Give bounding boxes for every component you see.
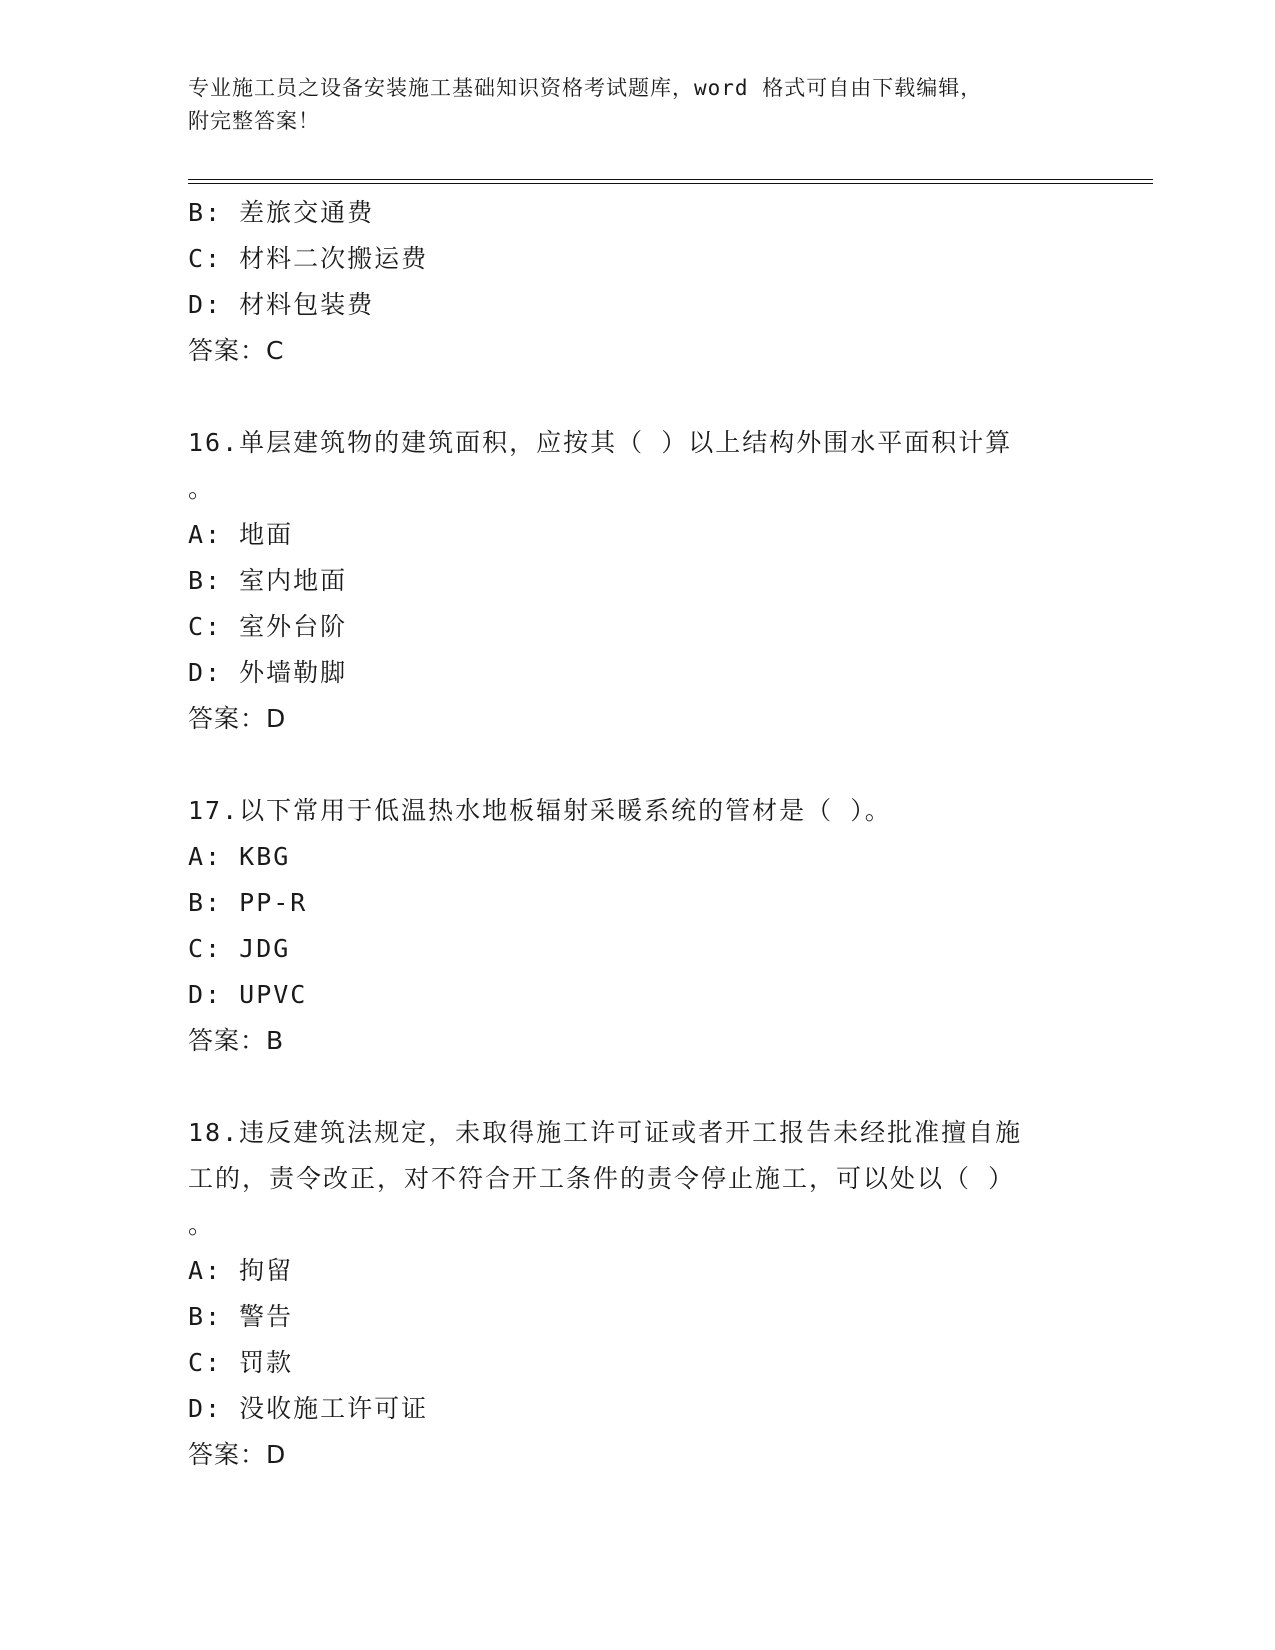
option-d: D: UPVC	[188, 980, 308, 1009]
option-d: D: 材料包装费	[188, 290, 375, 319]
header-divider-bottom	[188, 183, 1153, 184]
option-a: A: 拘留	[188, 1256, 294, 1285]
option-b: B: PP-R	[188, 888, 308, 917]
option-b: B: 差旅交通费	[188, 198, 375, 227]
document-header	[188, 72, 1068, 138]
option-d: D: 外墙勒脚	[188, 658, 348, 687]
spacer	[188, 742, 1088, 788]
option-c: C: 室外台阶	[188, 612, 348, 641]
question-16	[188, 420, 1088, 742]
answer-line: 答案：D	[188, 1440, 287, 1469]
spacer	[188, 374, 1088, 420]
option-a: A: KBG	[188, 842, 291, 871]
header-line-1: 专业施工员之设备安装施工基础知识资格考试题库，word 格式可自由下载编辑，	[188, 76, 983, 100]
answer-line: 答案：D	[188, 704, 287, 733]
question-text-continued: 。	[188, 1210, 216, 1239]
option-b: B: 室内地面	[188, 566, 348, 595]
option-c: C: 罚款	[188, 1348, 294, 1377]
question-text: 17.以下常用于低温热水地板辐射采暖系统的管材是（ ）。	[188, 796, 892, 825]
question-list	[188, 190, 1088, 1478]
header-divider-top	[188, 179, 1153, 180]
answer-line: 答案：C	[188, 336, 285, 365]
header-line-2: 附完整答案！	[188, 109, 320, 133]
option-a: A: 地面	[188, 520, 294, 549]
option-b: B: 警告	[188, 1302, 294, 1331]
spacer	[188, 1064, 1088, 1110]
answer-line: 答案：B	[188, 1026, 285, 1055]
question-15	[188, 190, 1088, 374]
option-d: D: 没收施工许可证	[188, 1394, 429, 1423]
question-17	[188, 788, 1088, 1064]
question-text-continued: 。	[188, 474, 216, 503]
question-text: 16.单层建筑物的建筑面积，应按其（ ）以上结构外围水平面积计算	[188, 428, 1013, 457]
option-c: C: 材料二次搬运费	[188, 244, 429, 273]
question-18	[188, 1110, 1088, 1478]
question-text-line-2: 工的，责令改正，对不符合开工条件的责令停止施工，可以处以（ ）	[188, 1164, 1016, 1193]
option-c: C: JDG	[188, 934, 291, 963]
question-text: 18.违反建筑法规定，未取得施工许可证或者开工报告未经批准擅自施	[188, 1118, 1023, 1147]
